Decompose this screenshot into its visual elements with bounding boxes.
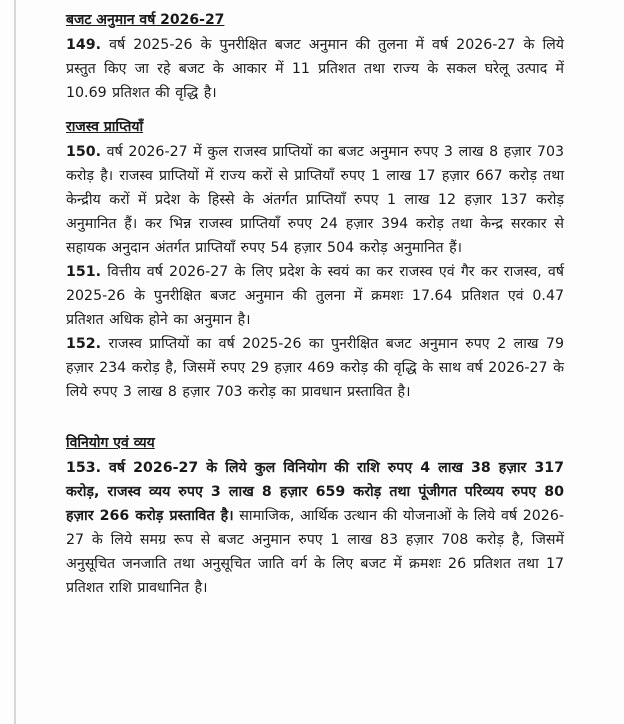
paragraph-153 xyxy=(66,456,564,600)
paragraph-151 xyxy=(66,260,564,332)
paragraph-text: वित्तीय वर्ष 2026-27 के लिए प्रदेश के स्वयं का कर राजस्व एवं गैर कर राजस्व, वर्ष 2025-26 के पुनरीक्षित बजट अनुमान की तुलना में क्रमशः 17.64 प्रतिशत एवं 0.47 प्रतिशत अधिक होने का अनुमान है। xyxy=(66,264,564,328)
paragraph-150 xyxy=(66,140,564,260)
paragraph-number: 150. xyxy=(66,144,102,160)
paragraph-text: राजस्व प्राप्तियों का वर्ष 2025-26 का पुनरीक्षित बजट अनुमान रुपए 2 लाख 79 हज़ार 234 करोड़ है, जिसमें रुपए 29 हज़ार 469 करोड़ की वृद्धि के साथ वर्ष 2026-27 के लिये रुपए 3 लाख 8 हज़ार 703 करोड़ का प्रावधान प्रस्तावित है। xyxy=(66,336,564,400)
paragraph-152 xyxy=(66,332,564,404)
document-content xyxy=(66,10,564,600)
paragraph-number: 152. xyxy=(66,336,102,352)
page-edge-line xyxy=(14,0,16,724)
paragraph-149 xyxy=(66,33,564,105)
paragraph-text: वर्ष 2026-27 में कुल राजस्व प्राप्तियों का बजट अनुमान रुपए 3 लाख 8 हज़ार 703 करोड़ है। राजस्व प्राप्तियों में राज्य करों से प्राप्तियाँ रुपए 1 लाख 17 हज़ार 667 करोड़ तथा केन्द्रीय करों में प्रदेश के हिस्से के अंतर्गत प्राप्तियाँ रुपए 1 लाख 12 हज़ार 137 करोड़ अनुमानित हैं। कर भिन्न राजस्व प्राप्तियाँ रुपए 24 हज़ार 394 करोड़ तथा केन्द्र सरकार से सहायक अनुदान अंतर्गत प्राप्तियाँ रुपए 54 हज़ार 504 करोड़ अनुमानित हैं। xyxy=(66,144,564,256)
paragraph-number: 149. xyxy=(66,37,102,53)
paragraph-number: 153. xyxy=(66,460,102,476)
heading-appropriation-expenditure: विनियोग एवं व्यय xyxy=(66,435,155,451)
paragraph-text: सामाजिक, आर्थिक उत्थान की योजनाओं के लिये वर्ष 2026-27 के लिये समग्र रूप से बजट अनुमान रुपए 1 लाख 83 हज़ार 708 करोड़ है, जिसमें अनुसूचित जनजाति तथा अनुसूचित जाति वर्ग के लिए बजट में क्रमशः 26 प्रतिशत तथा 17 प्रतिशत राशि प्रावधानित है। xyxy=(66,508,564,596)
paragraph-bold-text: वर्ष 2026-27 के लिये कुल विनियोग की राशि रुपए 4 लाख 38 हज़ार 317 करोड़, राजस्व व्यय रुपए 3 लाख 8 हज़ार 659 करोड़ तथा पूंजीगत परिव्यय रुपए 80 हज़ार 266 करोड़ प्रस्तावित है। xyxy=(66,460,564,524)
paragraph-text: वर्ष 2025-26 के पुनरीक्षित बजट अनुमान की तुलना में वर्ष 2026-27 के लिये प्रस्तुत किए जा रहे बजट के आकार में 11 प्रतिशत तथा राज्य के सकल घरेलू उत्पाद में 10.69 प्रतिशत की वृद्धि है। xyxy=(66,37,564,101)
paragraph-number: 151. xyxy=(66,264,102,280)
heading-budget-estimate: बजट अनुमान वर्ष 2026-27 xyxy=(66,12,225,28)
heading-revenue-receipts: राजस्व प्राप्तियाँ xyxy=(66,119,144,135)
